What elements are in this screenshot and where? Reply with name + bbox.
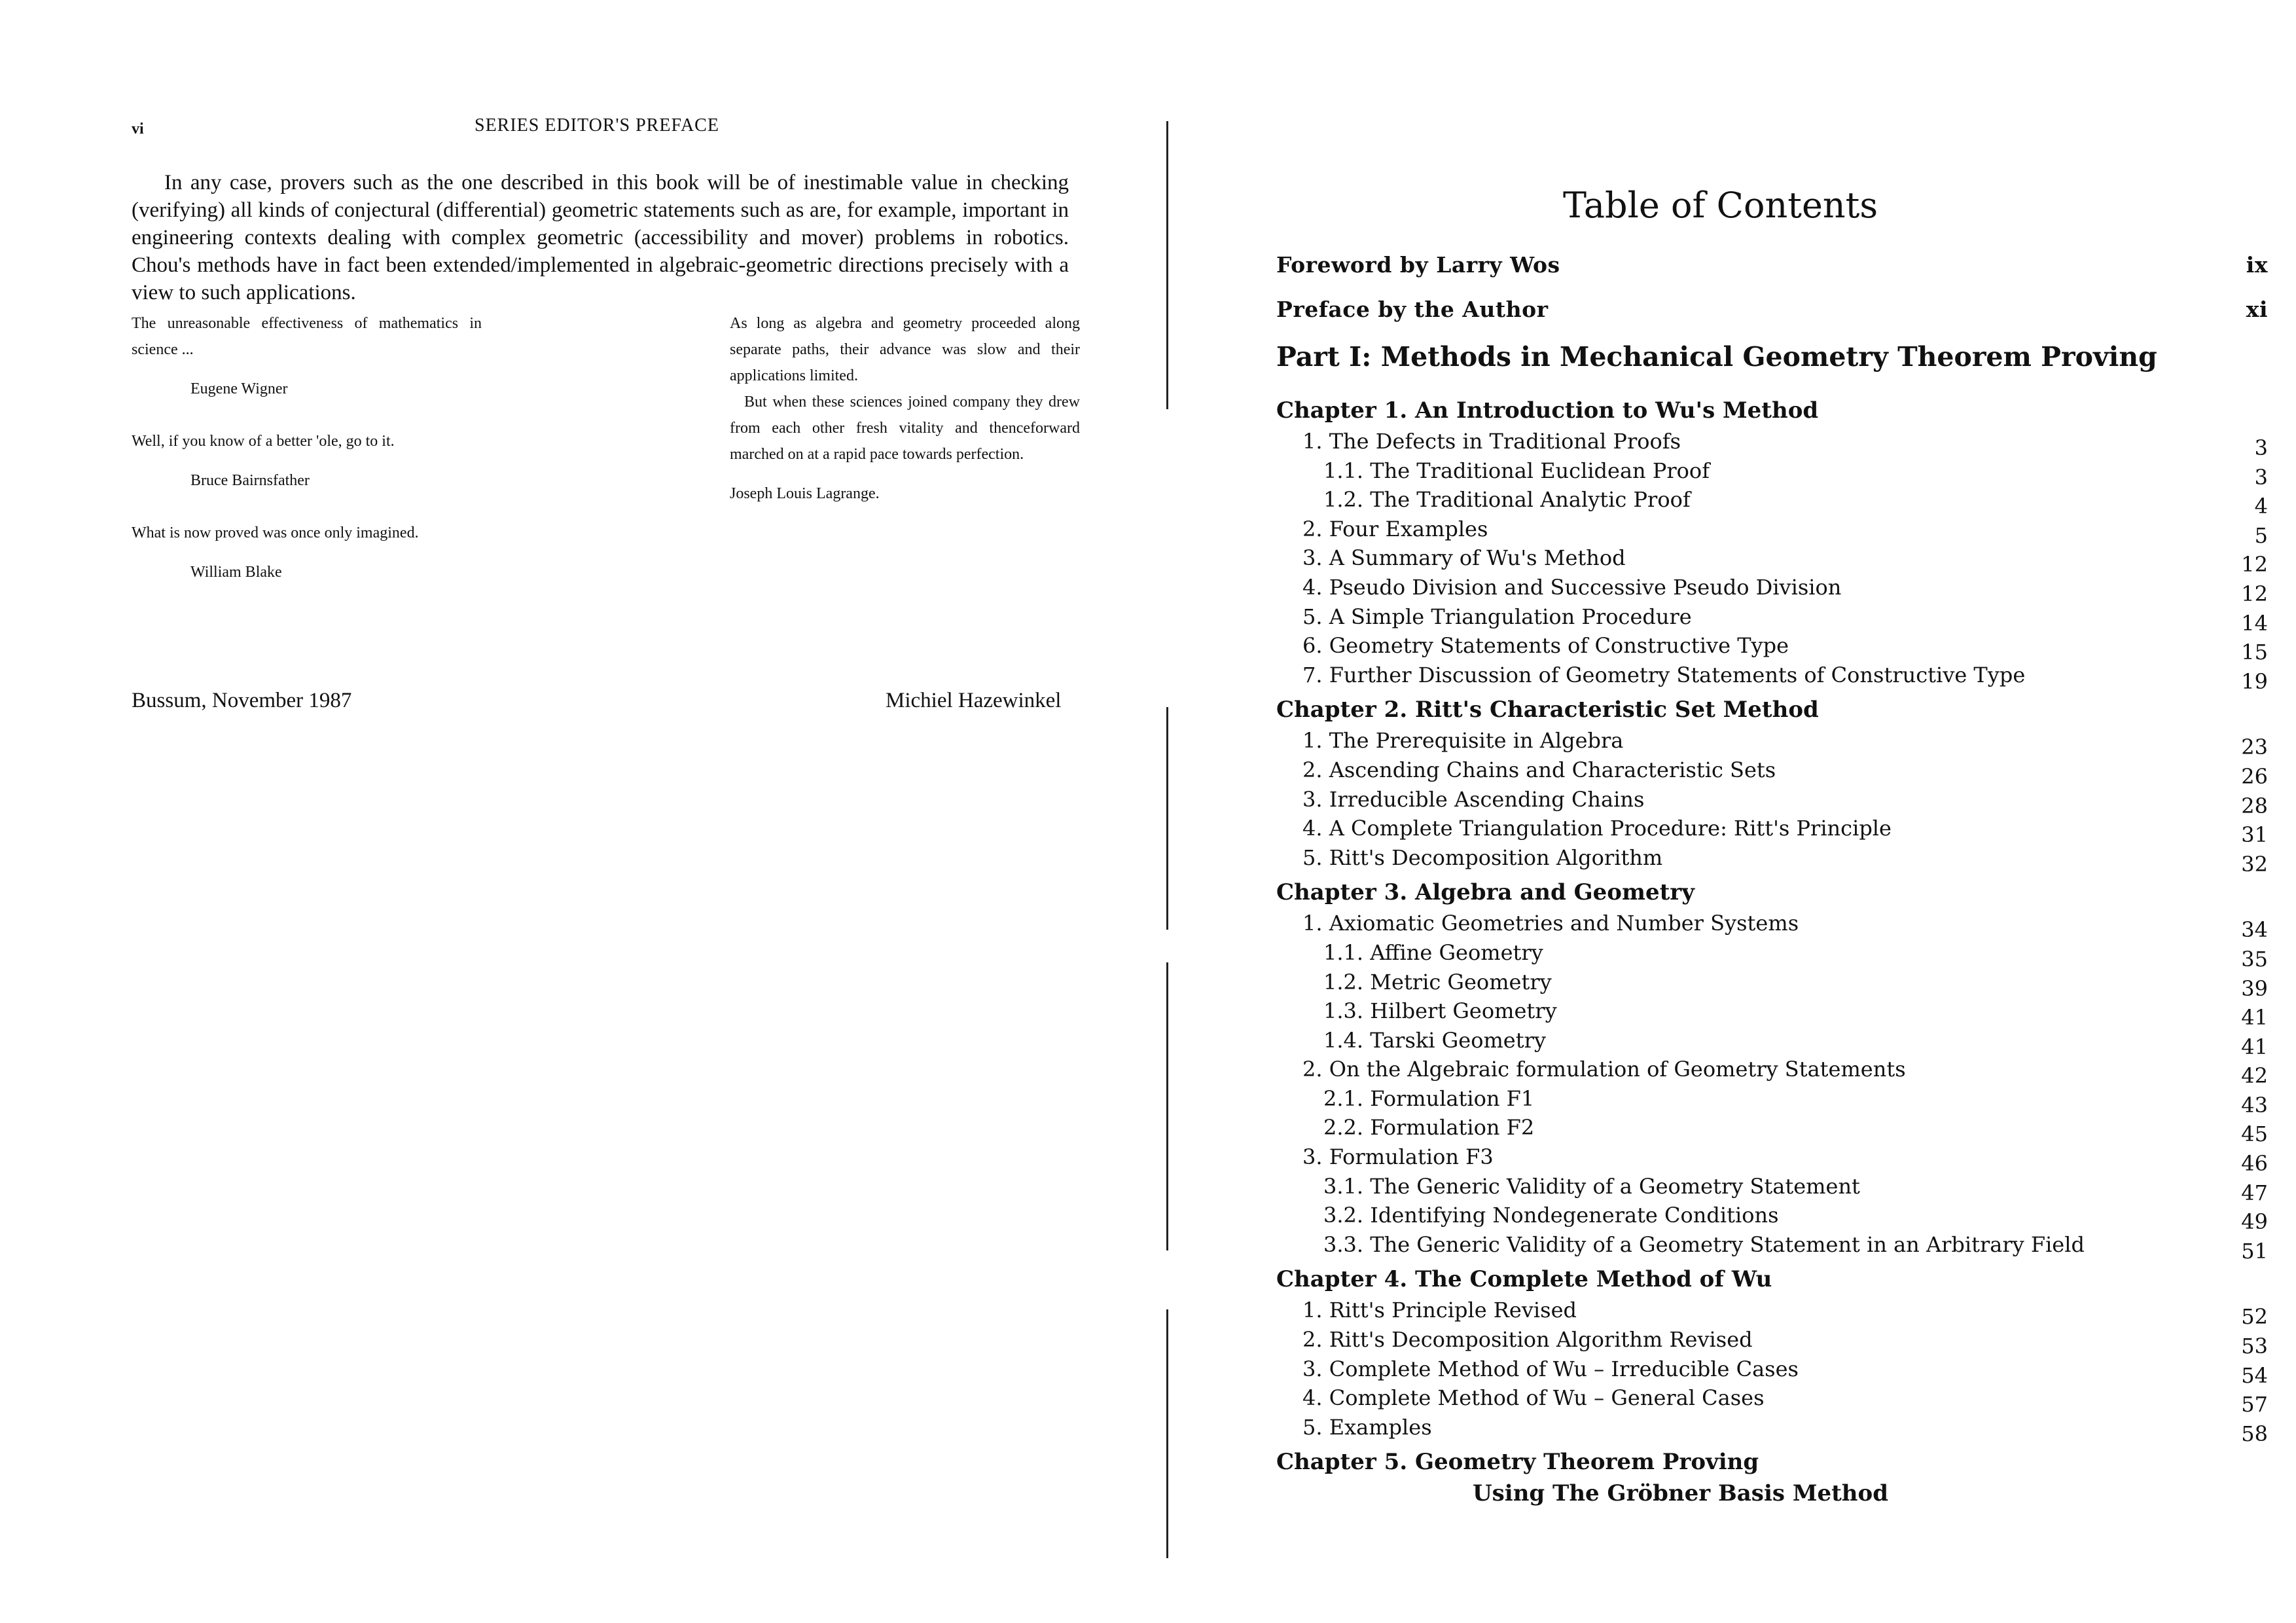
- toc-entry-label: 1.2. The Traditional Analytic Proof: [1323, 487, 1691, 513]
- toc-title: Table of Contents: [1563, 185, 1878, 226]
- toc-entry-label: Chapter 1. An Introduction to Wu's Method: [1276, 397, 1819, 424]
- toc-subsection: [1276, 1232, 2268, 1262]
- toc-entry-label: Foreword by Larry Wos: [1276, 252, 1560, 278]
- toc-page-number: 54: [2241, 1362, 2268, 1388]
- toc-entry-label: 1. The Prerequisite in Algebra: [1302, 728, 1624, 754]
- toc-entry-label: 2. Four Examples: [1302, 516, 1488, 541]
- toc-entry-label: Chapter 3. Algebra and Geometry: [1276, 879, 1695, 906]
- toc-section: [1276, 787, 2268, 816]
- toc-section: [1276, 517, 2268, 546]
- toc-page-number: ix: [2246, 252, 2268, 278]
- quote-text: As long as algebra and geometry proceeded along separate paths, their advance was slow and their applications limited.: [730, 315, 1080, 384]
- toc-entry-label: Chapter 5. Geometry Theorem Proving: [1276, 1449, 1759, 1476]
- toc-page-number: 41: [2241, 1034, 2268, 1059]
- toc-section: [1276, 911, 2268, 943]
- toc-page-number: 49: [2241, 1209, 2268, 1235]
- toc-page-number: 53: [2241, 1334, 2268, 1359]
- toc-entry-label: Part I: Methods in Mechanical Geometry Theorem Proving: [1276, 341, 2157, 373]
- toc-section: [1276, 1415, 2268, 1444]
- toc-entry-label: 4. Complete Method of Wu – General Cases: [1302, 1385, 1765, 1411]
- toc-entry-label: Preface by the Author: [1276, 297, 1549, 322]
- toc-subsection: [1276, 1115, 2268, 1147]
- toc-entry-label: Chapter 2. Ritt's Characteristic Set Method: [1276, 697, 1819, 723]
- toc-entry-label: 4. Pseudo Division and Successive Pseudo Division: [1302, 574, 1842, 600]
- gutter-line: [1166, 121, 1168, 409]
- toc-page-number: 32: [2241, 851, 2268, 877]
- quote-text: What is now proved was once only imagined.: [132, 524, 419, 541]
- toc-entry-label: 5. Ritt's Decomposition Algorithm: [1302, 845, 1663, 870]
- table-of-contents: [1276, 252, 2268, 1512]
- toc-part: [1276, 341, 2268, 392]
- quote-author: William Blake: [190, 564, 282, 581]
- toc-chapter: [1276, 697, 2268, 728]
- intro-paragraph: In any case, provers such as the one described in this book will be of inestimable value in checking (verifying) all kinds of conjectural (differential) geometric statements such as are, for example, important in engineering contexts dealing with complex geometric (accessibility and mover) problems in robotics. Chou's methods have in fact been extended/implemented in algebraic-geometric directions precisely with a view to such applications.: [132, 171, 1069, 304]
- toc-page-number: 28: [2241, 793, 2268, 818]
- toc-page-number: 4: [2254, 494, 2268, 519]
- toc-section: [1276, 663, 2268, 692]
- toc-subsection: [1276, 998, 2268, 1028]
- toc-entry-label: 1.1. The Traditional Euclidean Proof: [1323, 458, 1710, 483]
- quote-author: Joseph Louis Lagrange.: [730, 485, 880, 502]
- gutter-line: [1166, 962, 1168, 1250]
- toc-entry-label: 3. A Summary of Wu's Method: [1302, 545, 1626, 571]
- toc-page-number: 23: [2241, 735, 2268, 760]
- toc-section: [1276, 1298, 2268, 1330]
- toc-section: [1276, 845, 2268, 875]
- toc-page-number: 43: [2241, 1092, 2268, 1118]
- quotes-left-column: [132, 310, 482, 611]
- toc-subsection: [1276, 458, 2268, 488]
- toc-entry-label: 1.3. Hilbert Geometry: [1323, 998, 1557, 1024]
- toc-chapter: [1276, 1449, 2268, 1480]
- toc-entry-label: 4. A Complete Triangulation Procedure: Ritt's Principle: [1302, 816, 1892, 841]
- toc-section: [1276, 604, 2268, 634]
- toc-entry-label: 1.4. Tarski Geometry: [1323, 1027, 1546, 1053]
- toc-chapter: [1276, 1266, 2268, 1298]
- quote-text: But when these sciences joined company they drew from each other fresh vitality and thenceforward marched on at a rapid pace towards perfection.: [730, 393, 1080, 463]
- toc-page-number: 31: [2241, 822, 2268, 848]
- toc-subsection: [1276, 1203, 2268, 1235]
- toc-entry-label: 1. The Defects in Traditional Proofs: [1302, 429, 1681, 454]
- toc-page-number: 12: [2241, 552, 2268, 577]
- toc-section: [1276, 429, 2268, 458]
- toc-page-number: 15: [2241, 640, 2268, 665]
- toc-page-number: 39: [2241, 976, 2268, 1001]
- toc-page-number: 5: [2254, 522, 2268, 548]
- toc-subsection: [1276, 487, 2268, 517]
- quote-text: Well, if you know of a better 'ole, go to it.: [132, 433, 395, 450]
- toc-page-number: 35: [2241, 946, 2268, 972]
- toc-subsection: [1276, 1086, 2268, 1116]
- toc-page-number: 14: [2241, 610, 2268, 636]
- quote-author: Eugene Wigner: [190, 380, 288, 397]
- gutter-line: [1166, 707, 1168, 930]
- toc-section: [1276, 1327, 2268, 1357]
- toc-entry-label: 5. Examples: [1302, 1414, 1432, 1440]
- toc-section: [1276, 545, 2268, 575]
- toc-page-number: 57: [2241, 1392, 2268, 1417]
- toc-page-number: 45: [2241, 1122, 2268, 1147]
- toc-entry-label: 2. Ascending Chains and Characteristic Sets: [1302, 757, 1776, 782]
- toc-entry-label: 2.2. Formulation F2: [1323, 1115, 1535, 1140]
- toc-page-number: 52: [2241, 1304, 2268, 1330]
- toc-section: [1276, 728, 2268, 760]
- toc-page-number: 3: [2254, 464, 2268, 490]
- toc-subsection: [1276, 940, 2268, 970]
- toc-page-number: 34: [2241, 917, 2268, 943]
- toc-entry-label: 1.2. Metric Geometry: [1323, 969, 1552, 994]
- toc-page-number: xi: [2246, 297, 2268, 322]
- toc-chapter: [1276, 397, 2268, 429]
- toc-page-number: 12: [2241, 581, 2268, 606]
- toc-subsection: [1276, 1174, 2268, 1203]
- right-page: [1172, 0, 2296, 1623]
- toc-entry-label: 1.1. Affine Geometry: [1323, 939, 1543, 965]
- toc-page-number: 19: [2241, 668, 2268, 694]
- quote-text: The unreasonable effectiveness of mathematics in science ...: [132, 315, 482, 358]
- signoff-place: Bussum, November 1987: [132, 689, 352, 712]
- toc-section: [1276, 1357, 2268, 1386]
- toc-entry-label: 2. Ritt's Decomposition Algorithm Revised: [1302, 1327, 1753, 1353]
- toc-chapter: [1276, 879, 2268, 911]
- toc-entry-label: 3.2. Identifying Nondegenerate Conditions: [1323, 1203, 1779, 1228]
- toc-entry-label: Chapter 4. The Complete Method of Wu: [1276, 1266, 1772, 1293]
- toc-page-number: 26: [2241, 763, 2268, 789]
- toc-cont: [1276, 1480, 2268, 1512]
- toc-entry-label: 3. Irreducible Ascending Chains: [1302, 786, 1645, 812]
- toc-section: [1276, 575, 2268, 604]
- page-number: vi: [132, 120, 144, 137]
- toc-page-number: 51: [2241, 1238, 2268, 1264]
- toc-page-number: 42: [2241, 1063, 2268, 1089]
- toc-entry-label: 3.3. The Generic Validity of a Geometry Statement in an Arbitrary Field: [1323, 1231, 2085, 1257]
- quotes-right-column: [730, 310, 1080, 533]
- toc-section: [1276, 1057, 2268, 1089]
- toc-entry-label: 2. On the Algebraic formulation of Geometry Statements: [1302, 1057, 1906, 1082]
- toc-section: [1276, 1144, 2268, 1174]
- toc-section: [1276, 633, 2268, 663]
- running-head: SERIES EDITOR'S PREFACE: [475, 115, 719, 136]
- toc-entry-label: 2.1. Formulation F1: [1323, 1085, 1535, 1111]
- toc-entry-label: 5. A Simple Triangulation Procedure: [1302, 604, 1692, 629]
- toc-front: [1276, 297, 2268, 341]
- toc-subsection: [1276, 1028, 2268, 1057]
- toc-entry-label: 3.1. The Generic Validity of a Geometry Statement: [1323, 1173, 1860, 1199]
- toc-page-number: 46: [2241, 1151, 2268, 1176]
- toc-section: [1276, 757, 2268, 787]
- toc-section: [1276, 1385, 2268, 1415]
- toc-section: [1276, 816, 2268, 848]
- toc-entry-label: 1. Ritt's Principle Revised: [1302, 1298, 1577, 1323]
- toc-page-number: 58: [2241, 1421, 2268, 1446]
- toc-front: [1276, 252, 2268, 297]
- quote-author: Bruce Bairnsfather: [190, 472, 310, 489]
- toc-entry-label: 6. Geometry Statements of Constructive Type: [1302, 633, 1789, 659]
- toc-entry-label: 1. Axiomatic Geometries and Number Systems: [1302, 911, 1799, 936]
- toc-entry-label: Using The Gröbner Basis Method: [1473, 1480, 1888, 1507]
- toc-entry-label: 7. Further Discussion of Geometry Statements of Constructive Type: [1302, 662, 2026, 687]
- signoff-name: Michiel Hazewinkel: [886, 689, 1062, 712]
- toc-entry-label: 3. Complete Method of Wu – Irreducible Cases: [1302, 1356, 1799, 1381]
- toc-page-number: 3: [2254, 435, 2268, 460]
- toc-subsection: [1276, 970, 2268, 999]
- toc-entry-label: 3. Formulation F3: [1302, 1144, 1494, 1170]
- toc-page-number: 47: [2241, 1180, 2268, 1205]
- gutter-line: [1166, 1309, 1168, 1558]
- toc-page-number: 41: [2241, 1005, 2268, 1030]
